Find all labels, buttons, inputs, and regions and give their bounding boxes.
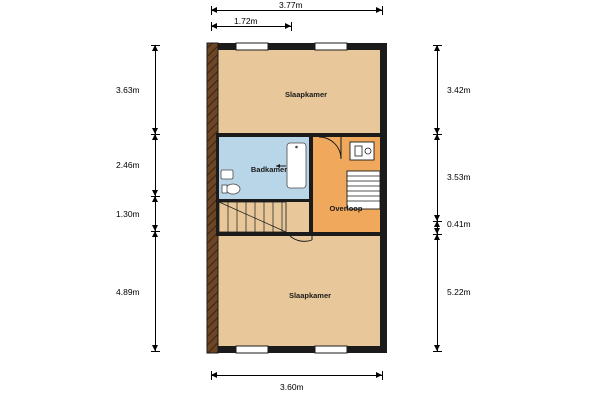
dim-line-top-377: [211, 10, 382, 11]
dim-label-right-353: 3.53m: [447, 172, 471, 182]
dim-line-left-489: [155, 231, 156, 351]
dim-tick-left-489-b: [151, 351, 160, 352]
dim-label-top-377: 3.77m: [279, 0, 303, 10]
dim-tick-bottom-360-b: [382, 371, 383, 380]
dim-arrow-up-left-489: [152, 231, 158, 237]
dim-tick-top-377-b: [382, 6, 383, 15]
dim-label-bottom-360: 3.60m: [280, 382, 304, 392]
dim-tick-right-342-a: [433, 45, 442, 46]
room-label-badkamer: Badkamer: [250, 165, 288, 174]
dim-arrow-up-right-041: [434, 221, 440, 227]
dim-label-right-342: 3.42m: [447, 85, 471, 95]
dim-label-right-041: 0.41m: [447, 219, 471, 229]
dim-line-left-363: [155, 45, 156, 134]
dim-tick-bottom-360-a: [211, 371, 212, 380]
dim-line-right-353: [437, 134, 438, 221]
dim-arrow-up-left-130: [152, 196, 158, 202]
dim-line-right-342: [437, 45, 438, 134]
dim-label-top-172: 1.72m: [234, 16, 258, 26]
room-label-overloop: Overloop: [329, 204, 363, 213]
dim-line-bottom-360: [211, 375, 382, 376]
dim-label-left-489: 4.89m: [116, 287, 140, 297]
overloop-area: [313, 133, 380, 232]
dim-tick-left-363-a: [151, 45, 160, 46]
staircase-down: [219, 202, 286, 232]
dim-arrow-up-right-353: [434, 134, 440, 140]
dim-arrow-up-left-246: [152, 134, 158, 140]
room-label-slaapkamer-bottom: Slaapkamer: [288, 291, 332, 300]
dim-label-right-522: 5.22m: [447, 287, 471, 297]
dim-line-left-246: [155, 134, 156, 196]
dim-tick-top-172-a: [211, 22, 212, 31]
room-label-slaapkamer-top: Slaapkamer: [284, 90, 328, 99]
dim-tick-right-522-b: [433, 351, 442, 352]
dim-label-left-363: 3.63m: [116, 85, 140, 95]
dim-arrow-up-right-522: [434, 234, 440, 240]
dim-line-top-172: [211, 26, 291, 27]
dim-tick-top-172-b: [291, 22, 292, 31]
dim-tick-top-377-a: [211, 6, 212, 15]
dim-label-left-130: 1.30m: [116, 209, 140, 219]
dim-line-right-522: [437, 234, 438, 351]
dim-label-left-246: 2.46m: [116, 160, 140, 170]
